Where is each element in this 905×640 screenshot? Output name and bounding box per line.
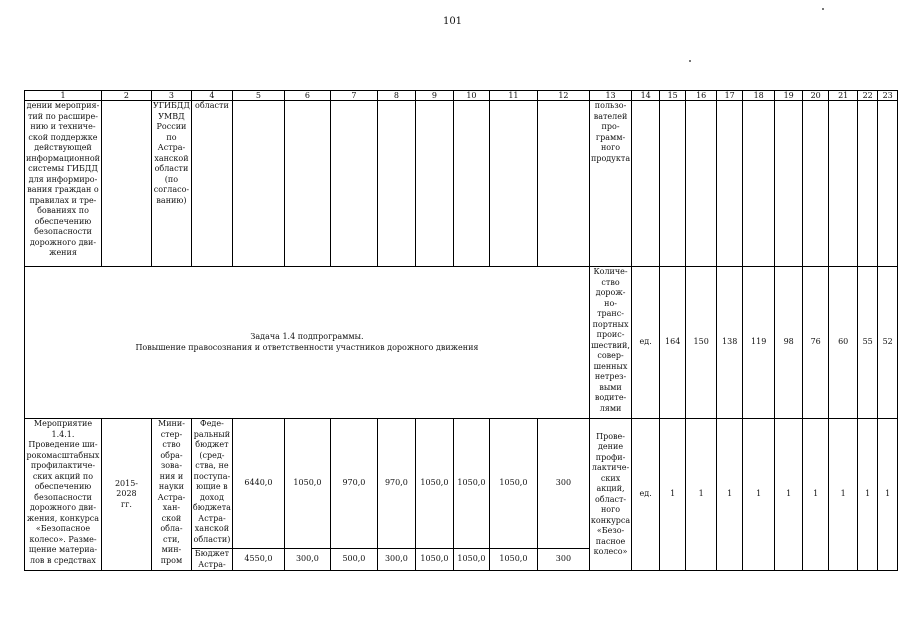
indicator-value: 60 — [829, 267, 858, 419]
funding-value: 1050,0 — [489, 419, 537, 549]
indicator-value: 1 — [878, 419, 898, 571]
indicator-value: 138 — [717, 267, 743, 419]
empty-cell — [878, 101, 898, 267]
empty-cell — [330, 101, 377, 267]
task-row — [25, 267, 898, 419]
unit: ед. — [632, 267, 660, 419]
col-number: 4 — [191, 91, 232, 101]
indicator-name: Количе- ство дорож- но- транс- портных проис- шествий, совер- шенных нетрез- выми водите- лями — [589, 267, 631, 419]
empty-cell — [660, 101, 686, 267]
indicator-value: 98 — [775, 267, 803, 419]
page-number: 101 — [442, 16, 463, 27]
empty-cell — [803, 101, 829, 267]
col-number: 21 — [829, 91, 858, 101]
empty-cell — [537, 101, 589, 267]
column-number-row — [25, 91, 898, 101]
funding-value: 6440,0 — [232, 419, 284, 549]
col-number: 10 — [453, 91, 489, 101]
col-number: 14 — [632, 91, 660, 101]
funding-value: 1050,0 — [415, 419, 453, 549]
funding-value: 1050,0 — [453, 419, 489, 549]
funding-value: 970,0 — [377, 419, 415, 549]
indicator-value: 1 — [660, 419, 686, 571]
col-number: 17 — [717, 91, 743, 101]
indicator-value: 119 — [743, 267, 775, 419]
scan-speck — [689, 60, 691, 62]
empty-cell — [743, 101, 775, 267]
col-number: 16 — [686, 91, 717, 101]
program-table — [24, 90, 898, 571]
funding-value: 1050,0 — [415, 549, 453, 571]
indicator-value: 76 — [803, 267, 829, 419]
empty-cell — [632, 101, 660, 267]
funding-value: 300 — [537, 419, 589, 549]
col-number: 8 — [377, 91, 415, 101]
indicator-value: 1 — [686, 419, 717, 571]
responsible-executor: Мини- стер- ство обра- зова- ния и науки Астра- хан- ской обла- сти, мин- пром — [151, 419, 191, 571]
table-row — [25, 101, 898, 267]
period: 2015- 2028 гг. — [101, 419, 151, 571]
indicator-value: 1 — [717, 419, 743, 571]
funding-value: 970,0 — [330, 419, 377, 549]
indicator-value: 52 — [878, 267, 898, 419]
col-number: 15 — [660, 91, 686, 101]
col-number: 1 — [25, 91, 102, 101]
measure-description: Мероприятие 1.4.1. Проведение ши- рокомасштабных профилактиче- ских акций по обеспечению безопасности дорожного дви- жения, конкурса «Безопасное колесо». Разме- щение материа- лов в средствах — [25, 419, 102, 571]
funding-value: 300,0 — [284, 549, 330, 571]
task-title: Задача 1.4 подпрограммы. Повышение правосознания и ответственности участников дорожного движения — [25, 267, 590, 419]
funding-value: 1050,0 — [284, 419, 330, 549]
col-number: 19 — [775, 91, 803, 101]
col-number: 5 — [232, 91, 284, 101]
col-number: 11 — [489, 91, 537, 101]
col-number: 20 — [803, 91, 829, 101]
indicator-value: 1 — [829, 419, 858, 571]
col-number: 7 — [330, 91, 377, 101]
indicator-name: пользо- вателей про- грамм- ного продукта — [589, 101, 631, 267]
empty-cell — [858, 101, 878, 267]
empty-cell — [717, 101, 743, 267]
measure-row — [25, 419, 898, 549]
empty-cell — [829, 101, 858, 267]
col-number: 6 — [284, 91, 330, 101]
funding-source: области — [191, 101, 232, 267]
empty-cell — [415, 101, 453, 267]
indicator-value: 55 — [858, 267, 878, 419]
funding-value: 4550,0 — [232, 549, 284, 571]
responsible-executor: УГИБДД УМВД России по Астра- ханской области (по согласо- ванию) — [151, 101, 191, 267]
funding-value: 300,0 — [377, 549, 415, 571]
funding-value: 1050,0 — [489, 549, 537, 571]
empty-cell — [453, 101, 489, 267]
unit: ед. — [632, 419, 660, 571]
indicator-value: 150 — [686, 267, 717, 419]
empty-cell — [377, 101, 415, 267]
indicator-value: 1 — [775, 419, 803, 571]
col-number: 12 — [537, 91, 589, 101]
empty-cell — [686, 101, 717, 267]
col-number: 18 — [743, 91, 775, 101]
empty-cell — [489, 101, 537, 267]
col-number: 23 — [878, 91, 898, 101]
measure-description: дении мероприя- тий по расшире- нию и техниче- ской поддержке действующей информационной системы ГИБДД для информиро- вания граждан о правилах и тре- бованиях по обеспечению безопасности дорожного дви- жения — [25, 101, 102, 267]
indicator-name: Прове- дение профи- лактиче- ских акций, област- ного конкурса «Безо- пасное колесо» — [589, 419, 631, 571]
empty-cell — [232, 101, 284, 267]
funding-source: Феде- ральный бюджет (сред- ства, не поступа- ющие в доход бюджета Астра- ханской области) — [191, 419, 232, 549]
col-number: 13 — [589, 91, 631, 101]
col-number: 3 — [151, 91, 191, 101]
funding-value: 1050,0 — [453, 549, 489, 571]
funding-value: 500,0 — [330, 549, 377, 571]
indicator-value: 1 — [743, 419, 775, 571]
col-number: 2 — [101, 91, 151, 101]
col-number: 22 — [858, 91, 878, 101]
scan-speck — [822, 8, 824, 10]
indicator-value: 1 — [858, 419, 878, 571]
empty-cell — [101, 101, 151, 267]
funding-value: 300 — [537, 549, 589, 571]
indicator-value: 164 — [660, 267, 686, 419]
funding-source: Бюджет Астра- — [191, 549, 232, 571]
empty-cell — [775, 101, 803, 267]
col-number: 9 — [415, 91, 453, 101]
indicator-value: 1 — [803, 419, 829, 571]
empty-cell — [284, 101, 330, 267]
